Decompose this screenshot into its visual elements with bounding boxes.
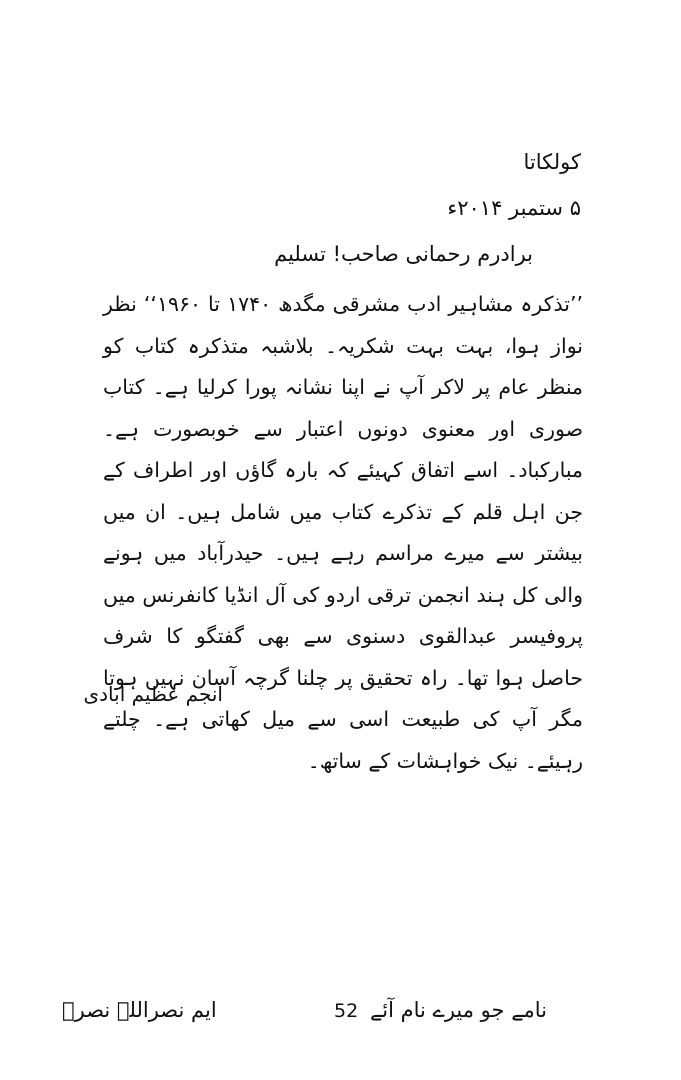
letter-place: کولکاتا xyxy=(523,150,581,174)
page-number: 52 xyxy=(334,1000,359,1022)
footer-author: ایم نصراللہ نصرؔ xyxy=(62,998,217,1022)
footer-book-title: نامے جو میرے نام آئے xyxy=(369,998,547,1022)
letter-signature: انجم عظیم آبادی xyxy=(83,682,223,706)
page-footer xyxy=(0,998,681,1038)
letter-date: ۵ ستمبر ۲۰۱۴ء xyxy=(447,196,581,220)
letter-body: ’’تذکرہ مشاہیر ادب مشرقی مگدھ ۱۷۴۰ تا ۱۹۶۰‘‘ نظر نواز ہوا، بہت بہت شکریہ۔ بلاشبہ متذکرہ کتاب کو منظر عام پر لاکر آپ نے اپنا نشانہ پورا کرلیا ہے۔ کتاب صوری اور معنوی دونوں اعتبار سے خوبصورت ہے۔ مبارکباد۔ اسے اتفاق کہیئے کہ بارہ گاؤں اور اطراف کے جن اہل قلم کے تذکرے کتاب میں شامل ہیں۔ ان میں بیشتر سے میرے مراسم رہے ہیں۔ حیدرآباد میں ہونے والی کل ہند انجمن ترقی اردو کی آل انڈیا کانفرنس میں پروفیسر عبدالقوی دسنوی سے بھی گفتگو کا شرف حاصل ہوا تھا۔ راہ تحقیق پر چلنا گرچہ آسان نہیں ہوتا مگر آپ کی طبیعت اسی سے میل کھاتی ہے۔ چلتے رہیئے۔ نیک خواہشات کے ساتھ۔ xyxy=(103,292,583,773)
letter-salutation: برادرم رحمانی صاحب! تسلیم xyxy=(274,242,533,266)
